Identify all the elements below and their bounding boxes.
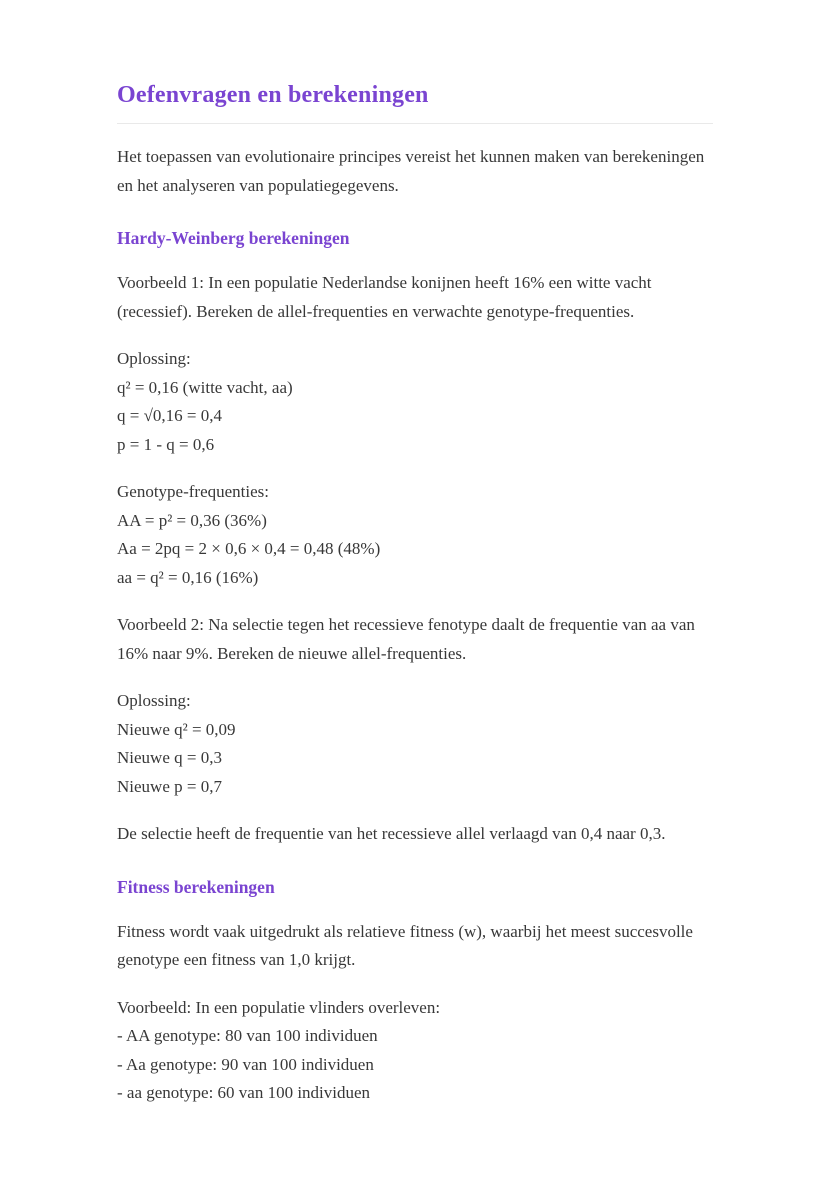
fitness-example-line: - Aa genotype: 90 van 100 individuen xyxy=(117,1054,374,1074)
section-heading-hardy-weinberg: Hardy-Weinberg berekeningen xyxy=(117,228,350,248)
genotype-line: Genotype-frequenties: xyxy=(117,482,269,501)
fitness-example-line: - aa genotype: 60 van 100 individuen xyxy=(117,1083,371,1102)
page-title: Oefenvragen en berekeningen xyxy=(117,82,429,108)
fitness-example-block xyxy=(117,994,713,1108)
solution-line: p = 1 - q = 0,6 xyxy=(117,434,215,454)
example-1-solution xyxy=(117,345,713,459)
genotype-line: aa = q² = 0,16 (16%) xyxy=(117,567,259,587)
solution-line: q² = 0,16 (witte vacht, aa) xyxy=(117,377,293,397)
section-heading-fitness: Fitness berekeningen xyxy=(117,876,275,897)
selection-conclusion: De selectie heeft de frequentie van het recessieve allel verlaagd van 0,4 naar 0,3. xyxy=(117,824,666,843)
genotype-line: Aa = 2pq = 2 × 0,6 × 0,4 = 0,48 (48%) xyxy=(117,539,381,558)
intro-paragraph: Het toepassen van evolutionaire principes vereist het kunnen maken van berekeningen en het analyseren van populatiegegevens. xyxy=(117,147,705,195)
fitness-intro-paragraph: Fitness wordt vaak uitgedrukt als relatieve fitness (w), waarbij het meest succesvolle genotype een fitness van 1,0 krijgt. xyxy=(117,921,693,969)
fitness-example-line: Voorbeeld: In een populatie vlinders overleven: xyxy=(117,997,441,1017)
solution-line: Oplossing: xyxy=(117,349,191,368)
title-divider xyxy=(117,123,713,124)
example-1-prompt: Voorbeeld 1: In een populatie Nederlandse konijnen heeft 16% een witte vacht (recessief). Bereken de allel-frequenties en verwachte genotype-frequenties. xyxy=(117,273,652,321)
example-2-prompt: Voorbeeld 2: Na selectie tegen het recessieve fenotype daalt de frequentie van aa van 16% naar 9%. Bereken de nieuwe allel-frequenties. xyxy=(117,615,695,663)
solution-line: Nieuwe p = 0,7 xyxy=(117,776,222,796)
solution-line: Oplossing: xyxy=(117,691,191,710)
solution-line: Nieuwe q = 0,3 xyxy=(117,748,222,767)
genotype-frequencies-block xyxy=(117,478,713,592)
solution-line: q = √0,16 = 0,4 xyxy=(117,406,223,425)
example-2-solution xyxy=(117,687,713,801)
genotype-line: AA = p² = 0,36 (36%) xyxy=(117,510,267,530)
fitness-example-line: - AA genotype: 80 van 100 individuen xyxy=(117,1026,378,1045)
solution-line: Nieuwe q² = 0,09 xyxy=(117,719,236,739)
